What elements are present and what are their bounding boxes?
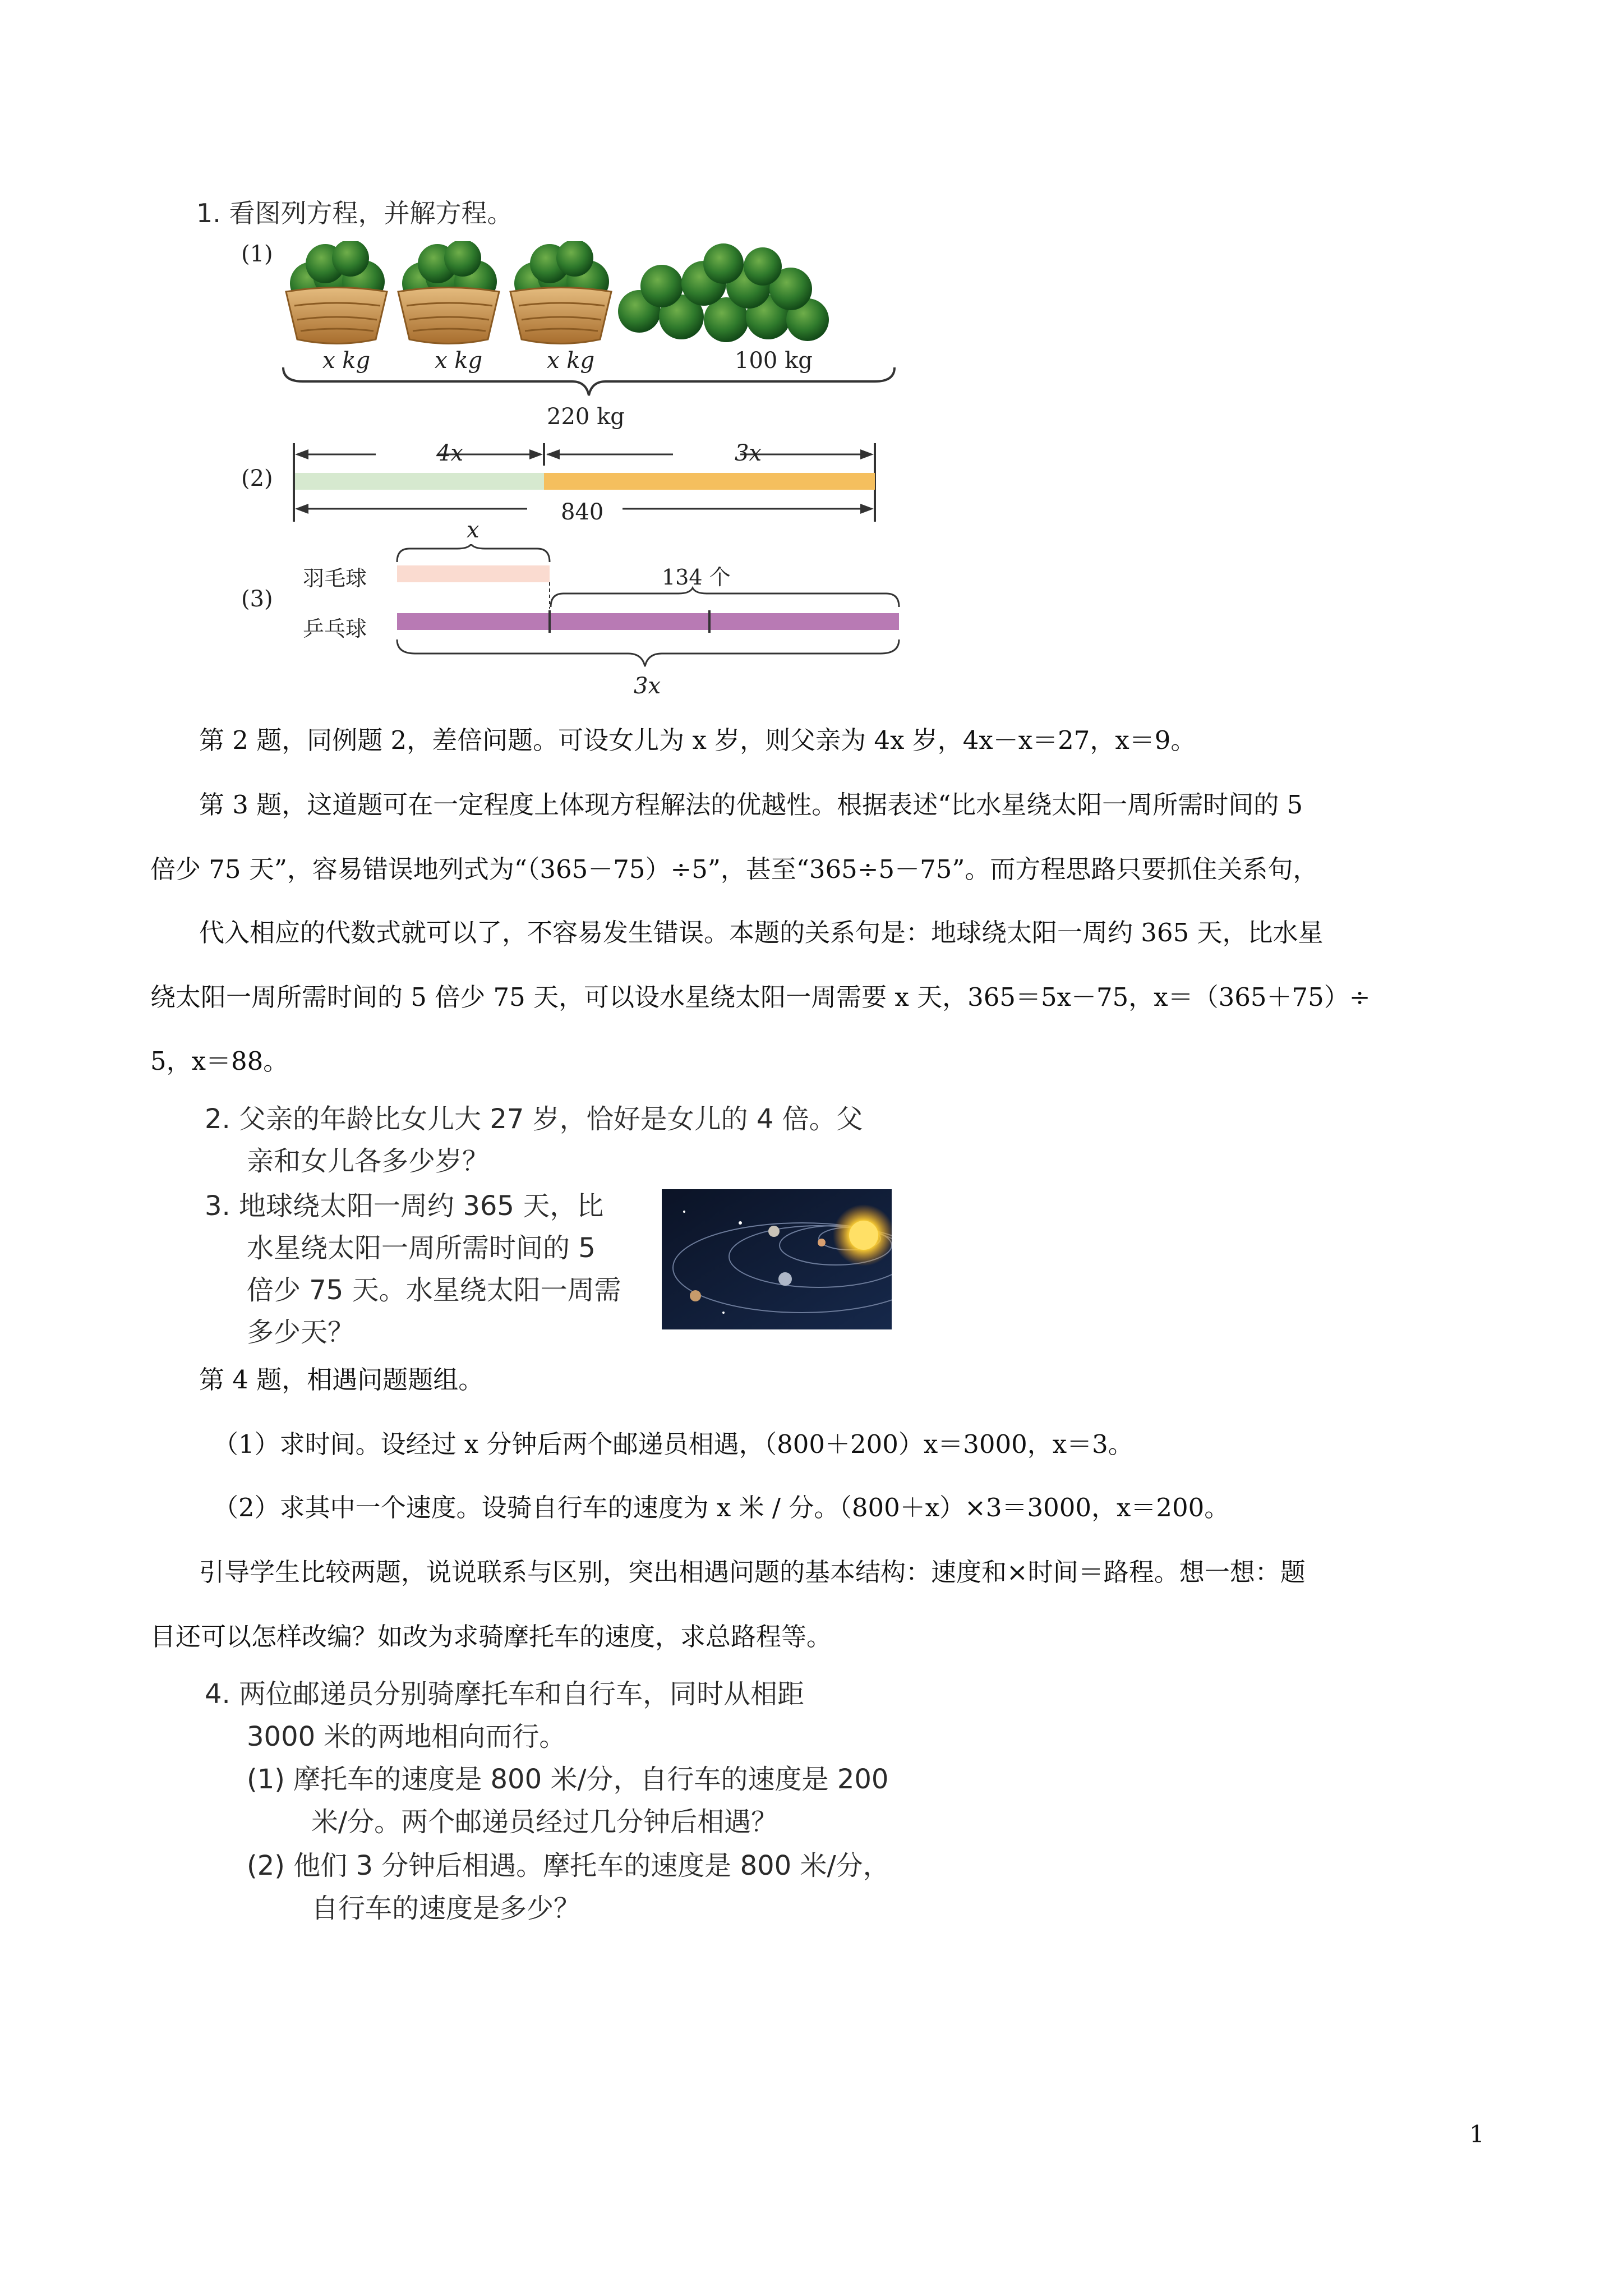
question-4-line6: 自行车的速度是多少？ xyxy=(311,1893,581,1924)
bar-4x xyxy=(295,473,544,490)
label-840: 840 xyxy=(561,499,604,525)
question-4-line2: 3000 米的两地相向而行。 xyxy=(247,1721,566,1752)
label-3x: 3x xyxy=(735,440,762,466)
pile-label: 100 kg xyxy=(735,348,813,374)
basket-1-label: x kg xyxy=(322,348,371,374)
basket-1 xyxy=(286,241,387,344)
label-134: 134 个 xyxy=(662,565,731,590)
question-3-line3: 倍少 75 天。水星绕太阳一周需 xyxy=(247,1274,621,1306)
paragraph-q3-line4: 绕太阳一周所需时间的 5 倍少 75 天，可以设水星绕太阳一周需要 x 天，365＝5x－75，x＝（365＋75）÷ xyxy=(150,982,1371,1012)
solar-system-image xyxy=(662,1189,892,1329)
question-4-line5: (2) 他们 3 分钟后相遇。摩托车的速度是 800 米/分， xyxy=(247,1850,890,1881)
paragraph-q3-line3: 代入相应的代数式就可以了，不容易发生错误。本题的关系句是：地球绕太阳一周约 365 天，比水星 xyxy=(199,918,1324,947)
basket-2 xyxy=(398,241,499,344)
question-3-line2: 水星绕太阳一周所需时间的 5 xyxy=(247,1232,596,1264)
paragraph-q4-part1: （1）求时间。设经过 x 分钟后两个邮递员相遇，（800＋200）x＝3000，x＝3。 xyxy=(213,1429,1133,1459)
paragraph-q4-intro: 第 4 题，相遇问题题组。 xyxy=(199,1365,484,1395)
label-x: x xyxy=(467,517,479,543)
part-1-number: (1) xyxy=(241,241,273,267)
paragraph-q3-line1: 第 3 题，这道题可在一定程度上体现方程解法的优越性。根据表述“比水星绕太阳一周所需时间的 5 xyxy=(199,790,1303,820)
part-3-number: (3) xyxy=(241,586,273,612)
basket-3 xyxy=(510,241,611,344)
label-4x: 4x xyxy=(436,440,464,466)
pingpong-label: 乒乓球 xyxy=(303,616,367,641)
label-3x-total: 3x xyxy=(634,673,661,699)
basket-3-label: x kg xyxy=(547,348,595,374)
bar-3x xyxy=(544,473,875,490)
question-4-line3: (1) 摩托车的速度是 800 米/分，自行车的速度是 200 xyxy=(247,1764,889,1795)
question-2-line2: 亲和女儿各多少岁？ xyxy=(247,1145,490,1177)
question-4-line1: 4. 两位邮递员分别骑摩托车和自行车，同时从相距 xyxy=(205,1678,805,1710)
bar-diagram-3 xyxy=(393,544,909,679)
paragraph-q2-explanation: 第 2 题，同例题 2，差倍问题。可设女儿为 x 岁，则父亲为 4x 岁，4x－x＝27，x＝9。 xyxy=(199,725,1196,755)
paragraph-q3-line2: 倍少 75 天”，容易错误地列式为“（365－75）÷5”，甚至“365÷5－75”。而方程思路只要抓住关系句， xyxy=(150,854,1318,884)
paragraph-q3-line5: 5，x＝88。 xyxy=(150,1046,289,1076)
page-number: 1 xyxy=(1469,2120,1484,2148)
figure-1 xyxy=(196,185,903,707)
badminton-label: 羽毛球 xyxy=(303,566,367,591)
badminton-bar xyxy=(397,565,550,582)
paragraph-compare-line1: 引导学生比较两题，说说联系与区别，突出相遇问题的基本结构：速度和×时间＝路程。想一想：题 xyxy=(199,1557,1306,1587)
basket-2-label: x kg xyxy=(435,348,483,374)
part-2-number: (2) xyxy=(241,466,273,491)
paragraph-compare-line2: 目还可以怎样改编？如改为求骑摩托车的速度，求总路程等。 xyxy=(150,1622,832,1651)
pingpong-bar xyxy=(397,613,899,630)
question-4-line4: 米/分。两个邮递员经过几分钟后相遇？ xyxy=(311,1806,778,1838)
total-label-220: 220 kg xyxy=(547,404,625,430)
question-2-line1: 2. 父亲的年龄比女儿大 27 岁，恰好是女儿的 4 倍。父 xyxy=(205,1103,863,1135)
question-3-line4: 多少天？ xyxy=(247,1317,355,1348)
watermelon-illustration xyxy=(280,241,903,421)
figure-1-title: 1. 看图列方程，并解方程。 xyxy=(196,198,513,228)
question-3-line1: 3. 地球绕太阳一周约 365 天，比 xyxy=(205,1190,604,1222)
watermelon-pile xyxy=(618,243,829,342)
paragraph-q4-part2: （2）求其中一个速度。设骑自行车的速度为 x 米 / 分。（800＋x）×3＝3000，x＝200。 xyxy=(213,1493,1230,1522)
